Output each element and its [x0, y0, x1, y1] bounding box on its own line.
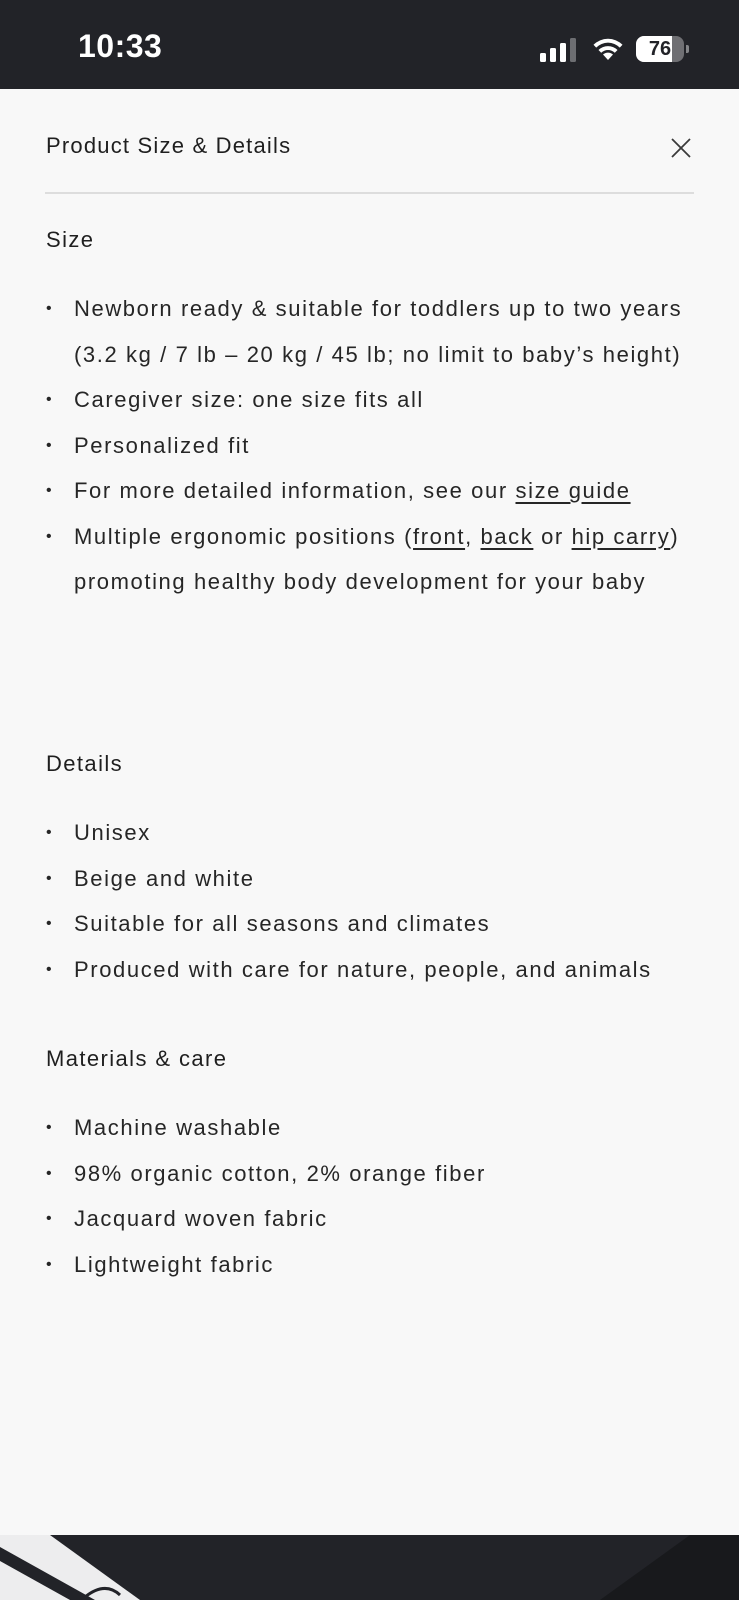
details-list: [46, 810, 706, 992]
list-item: [46, 468, 706, 514]
wifi-icon: [592, 36, 624, 62]
list-item: • Unisex: [46, 810, 706, 856]
list-item: • 98% organic cotton, 2% orange fiber: [46, 1151, 706, 1197]
list-item-text: For more detailed information, see our: [74, 478, 516, 503]
product-photo-graphic: [0, 1535, 739, 1600]
sheet-title: Product Size & Details: [46, 133, 292, 158]
list-item: [46, 514, 706, 605]
close-icon[interactable]: [666, 133, 696, 163]
list-item-text: ,: [465, 523, 481, 549]
list-item-text: ) promoting healthy body development for your baby: [74, 523, 680, 594]
cellular-signal-icon: [540, 38, 578, 62]
status-bar: [0, 0, 739, 89]
list-item: • Jacquard woven fabric: [46, 1196, 706, 1242]
details-section-title: Details: [46, 751, 124, 776]
list-item: • Lightweight fabric: [46, 1242, 706, 1288]
front-carry-link[interactable]: front: [413, 523, 466, 549]
product-image: [0, 1535, 739, 1600]
list-item: • Newborn ready & suitable for toddlers up to two years (3.2 kg / 7 lb – 20 kg / 45 lb; no limit to baby’s height): [46, 286, 706, 377]
product-details-sheet: [0, 89, 739, 1535]
list-item: • Machine washable: [46, 1105, 706, 1151]
list-item-text: or: [533, 523, 572, 549]
list-item: • Produced with care for nature, people, and animals: [46, 947, 706, 993]
battery-level: 76: [648, 38, 672, 60]
list-item: • Beige and white: [46, 856, 706, 902]
materials-section-title: Materials & care: [46, 1046, 228, 1071]
size-section-title: Size: [46, 227, 95, 252]
materials-list: [46, 1105, 706, 1287]
header-divider: [45, 192, 694, 194]
back-carry-link[interactable]: back: [480, 523, 534, 549]
battery-icon: [636, 36, 690, 62]
list-item: • Suitable for all seasons and climates: [46, 901, 706, 947]
list-item-text: Multiple ergonomic positions (: [74, 523, 414, 549]
status-time: 10:33: [78, 28, 163, 64]
list-item: • Caregiver size: one size fits all: [46, 377, 706, 423]
size-guide-link[interactable]: size guide: [515, 478, 631, 503]
size-list: [46, 286, 706, 605]
list-item: • Personalized fit: [46, 423, 706, 469]
hip-carry-link[interactable]: hip carry: [571, 523, 671, 549]
